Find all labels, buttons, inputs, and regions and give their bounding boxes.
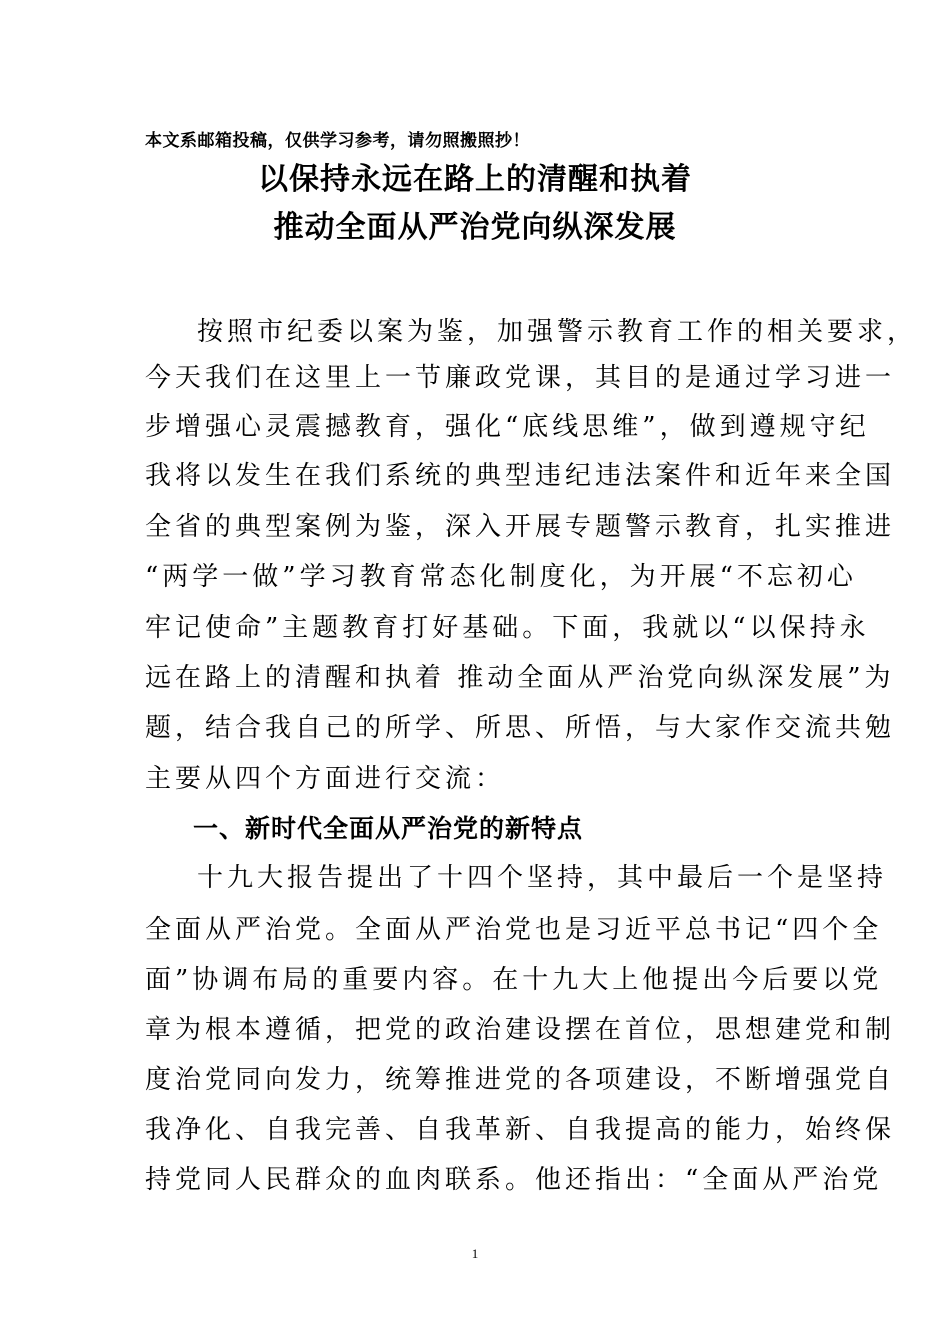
document-title-line-2: 推动全面从严治党向纵深发展 — [273, 210, 677, 245]
paragraph-2-line-1: 十九大报告提出了十四个坚持，其中最后一个是坚持 — [197, 863, 888, 893]
paragraph-1-line-1: 按照市纪委以案为鉴，加强警示教育工作的相关要求， — [197, 317, 918, 347]
paragraph-1-line-2: 今天我们在这里上一节廉政党课，其目的是通过学习进一 — [145, 363, 896, 393]
paragraph-2-line-6: 我净化、自我完善、自我革新、自我提高的能力，始终保 — [145, 1115, 896, 1145]
page-number: 1 — [471, 1246, 479, 1261]
document-title-line-1: 以保持永远在路上的清醒和执着 — [258, 162, 692, 197]
paragraph-2-line-2: 全面从严治党。全面从严治党也是习近平总书记“四个全 — [145, 915, 883, 945]
paragraph-2-line-5: 度治党同向发力，统筹推进党的各项建设，不断增强党自 — [145, 1065, 896, 1095]
paragraph-1-line-8: 远在路上的清醒和执着 推动全面从严治党向纵深发展”为 — [145, 663, 895, 693]
paragraph-2-line-7: 持党同人民群众的血肉联系。他还指出：“全面从严治党 — [145, 1165, 883, 1195]
paragraph-1-line-3: 步增强心灵震撼教育，强化“底线思维”，做到遵规守纪 — [145, 412, 870, 442]
paragraph-1-line-9: 题，结合我自己的所学、所思、所悟，与大家作交流共勉 — [145, 713, 896, 743]
paragraph-2-line-4: 章为根本遵循，把党的政治建设摆在首位，思想建党和制 — [145, 1015, 896, 1045]
section-heading-1: 一、新时代全面从严治党的新特点 — [193, 814, 584, 843]
paragraph-2-line-3: 面”协调布局的重要内容。在十九大上他提出今后要以党 — [145, 965, 883, 995]
paragraph-1-line-4: 我将以发生在我们系统的典型违纪违法案件和近年来全国 — [145, 461, 896, 491]
copy-notice: 本文系邮箱投稿，仅供学习参考，请勿照搬照抄！ — [145, 131, 530, 151]
paragraph-1-line-6: “两学一做”学习教育常态化制度化，为开展“不忘初心 — [145, 562, 857, 592]
paragraph-1-line-7: 牢记使命”主题教育打好基础。下面，我就以“以保持永 — [145, 613, 870, 643]
paragraph-1-line-10: 主要从四个方面进行交流： — [145, 764, 506, 794]
paragraph-1-line-5: 全省的典型案例为鉴，深入开展专题警示教育，扎实推进 — [145, 512, 896, 542]
